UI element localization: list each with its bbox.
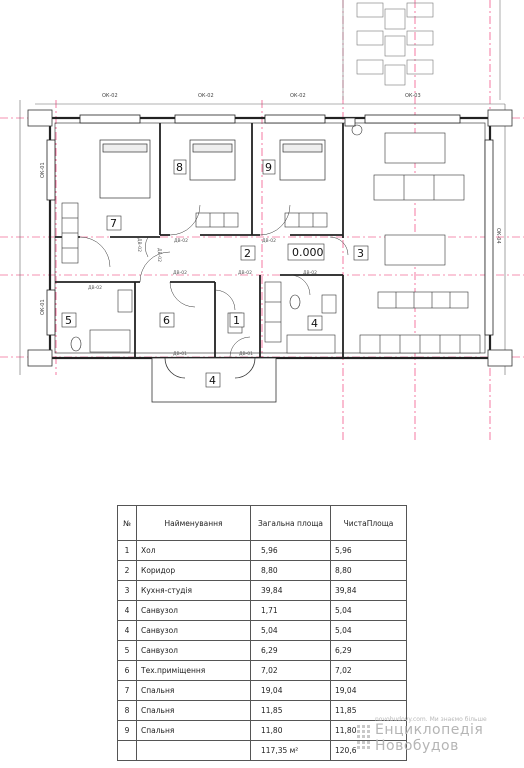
door-mark: ДВ-02 [136,238,141,252]
table-row [118,581,407,601]
table-row [118,641,407,661]
room-net-area: 39,84 [331,581,407,601]
level-mark: 0.000 [292,246,324,259]
table-row [118,601,407,621]
window-mark: ОК-02 [198,93,214,99]
room-area: 19,04 [251,681,331,701]
room-2-label: 2 [244,247,251,260]
room-number: 3 [118,581,137,601]
room-name: Санвузол [137,601,251,621]
room-number: 7 [118,681,137,701]
window-mark: ОК-01 [40,299,46,315]
furniture-living [360,133,480,353]
room-name: Спальня [137,721,251,741]
door-mark: ДВ-02 [262,239,276,244]
room-9-label: 9 [265,161,272,174]
room-area: 8,80 [251,561,331,581]
window-mark: ОК-03 [405,93,421,99]
room-number: 4 [118,621,137,641]
column-header-number: № [118,506,137,541]
watermark-title-line1: Енциклопедія [375,722,484,738]
room-name: Санвузол [137,621,251,641]
room-name: Тех.приміщення [137,661,251,681]
room-4a-label: 4 [311,317,318,330]
room-area: 1,71 [251,601,331,621]
room-number: 4 [118,601,137,621]
furniture-wardrobes [62,203,327,342]
room-name: Коридор [137,561,251,581]
room-net-area: 7,02 [331,661,407,681]
watermark-site-text: novobudovy.com. Ми знаємо більше [375,716,487,723]
room-net-area: 11,85 [331,701,407,721]
window-mark: ОК-01 [40,162,46,178]
furniture-beds [100,140,325,198]
room-net-area: 5,04 [331,601,407,621]
room-area: 5,96 [251,541,331,561]
door-mark: ДВ-02 [174,239,188,244]
room-name: Спальня [137,701,251,721]
room-7-label: 7 [110,217,117,230]
room-1-label: 1 [233,314,240,327]
room-area: 11,80 [251,721,331,741]
door-mark: ДВ-02 [173,271,187,276]
room-number: 2 [118,561,137,581]
watermark-title-line2: Новобудов [375,738,459,754]
terrace [343,0,500,100]
table-row [118,621,407,641]
room-net-area: 11,80 [331,721,407,741]
total-area: 117,35 м² [251,741,331,761]
window-mark: ОК-02 [290,93,306,99]
room-area: 6,29 [251,641,331,661]
bath-fixtures [71,290,336,353]
room-number: 5 [118,641,137,661]
room-5-label: 5 [65,314,72,327]
room-net-area: 6,29 [331,641,407,661]
room-area: 7,02 [251,661,331,681]
door-mark: ДВ-02 [88,286,102,291]
room-3-label: 3 [357,247,364,260]
door-mark: ДВ-01 [239,352,253,357]
room-number: 8 [118,701,137,721]
room-name: Хол [137,541,251,561]
room-6-label: 6 [163,314,170,327]
room-net-area: 19,04 [331,681,407,701]
north-marker [352,125,362,135]
table-row [118,541,407,561]
table-header-row [118,506,407,541]
room-number: 6 [118,661,137,681]
room-net-area: 8,80 [331,561,407,581]
room-4b-label: 4 [209,374,216,387]
table-row [118,661,407,681]
room-net-area: 5,96 [331,541,407,561]
room-name: Спальня [137,681,251,701]
door-mark: ДВ-02 [238,271,252,276]
window-mark: ОК-04 [495,228,501,244]
table-row [118,561,407,581]
total-empty-cell [137,741,251,761]
room-area: 39,84 [251,581,331,601]
column-header-name: Найменування [137,506,251,541]
room-number: 9 [118,721,137,741]
room-number: 1 [118,541,137,561]
total-empty-cell [118,741,137,761]
table-row [118,681,407,701]
column-header-total-area: Загальна площа [251,506,331,541]
door-mark: ДВ-02 [303,271,317,276]
window-mark: ОК-02 [102,93,118,99]
room-net-area: 5,04 [331,621,407,641]
door-mark: ДВ-02 [156,248,161,262]
room-name: Кухня-студія [137,581,251,601]
door-mark: ДВ-01 [173,352,187,357]
room-name: Санвузол [137,641,251,661]
room-8-label: 8 [176,161,183,174]
column-header-net-area: ЧистаПлоща [331,506,407,541]
room-area: 5,04 [251,621,331,641]
total-net-area: 120,6 [331,741,407,761]
room-area: 11,85 [251,701,331,721]
